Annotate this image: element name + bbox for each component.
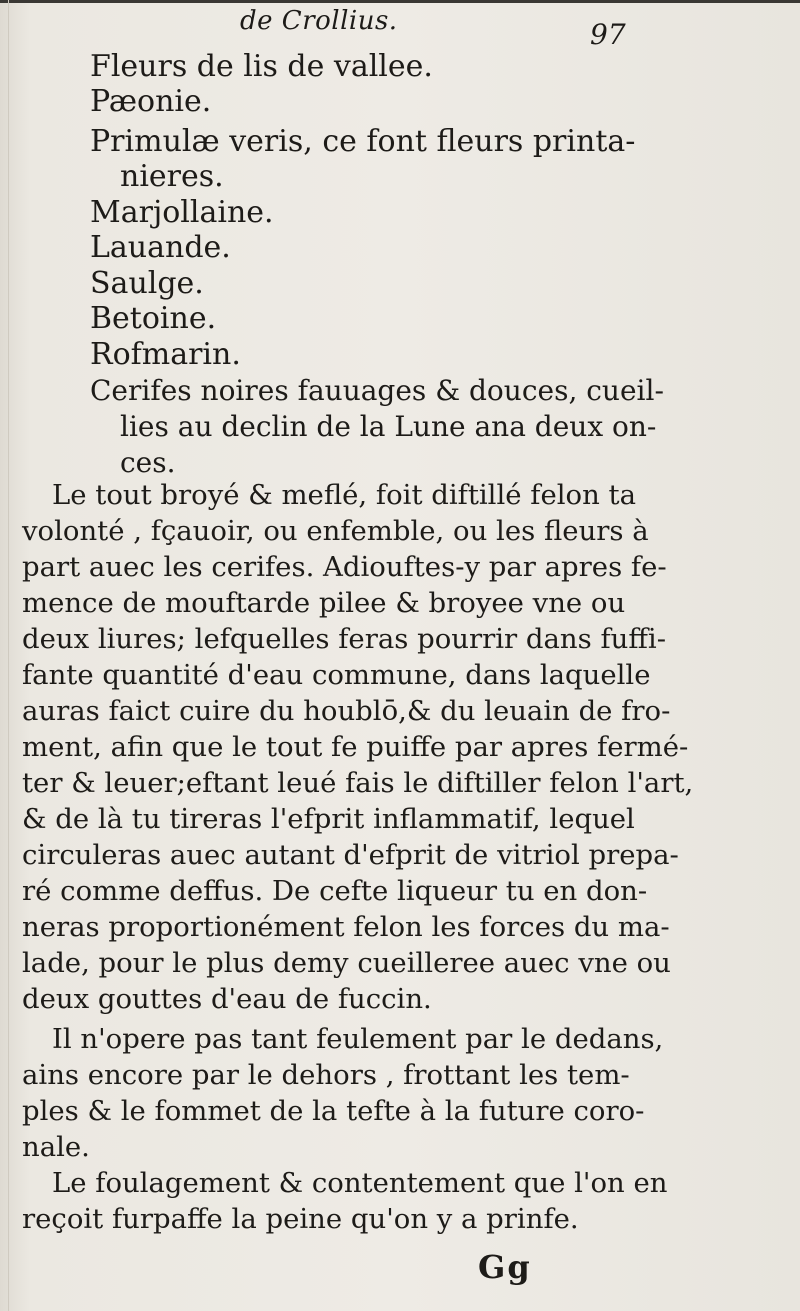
paragraph-line: volonté , fçauoir, ou enfemble, ou les fleurs à (22, 515, 649, 547)
list-item: lies au declin de la Lune ana deux on- (120, 410, 657, 443)
list-item: Pæonie. (90, 84, 212, 119)
page-number: 97 (590, 18, 626, 51)
paragraph-line: fante quantité d'eau commune, dans laquelle (22, 659, 651, 691)
list-item: Saulge. (90, 266, 204, 301)
paragraph-line: deux liures; lefquelles feras pourrir dans fuffi- (22, 623, 667, 655)
list-item: ces. (120, 446, 176, 479)
page-gutter-line (8, 0, 9, 1311)
paragraph-line: Il n'opere pas tant feulement par le dedans, (52, 1023, 664, 1055)
paragraph-line: Le foulagement & contentement que l'on en (52, 1167, 668, 1199)
paragraph-line: lade, pour le plus demy cueilleree auec vne ou (22, 947, 671, 979)
running-head: de Crollius. (240, 6, 398, 36)
paragraph-line: reçoit furpaffe la peine qu'on y a prinfe. (22, 1203, 579, 1235)
paragraph-line: ment, afin que le tout fe puiffe par apres fermé- (22, 731, 689, 763)
paragraph-line: circuleras auec autant d'efprit de vitriol prepa- (22, 839, 679, 871)
signature-mark: Gg (478, 1248, 532, 1286)
list-item: nieres. (120, 159, 224, 194)
paragraph-line: ter & leuer;eftant leué fais le diftiller felon l'art, (22, 767, 694, 799)
list-item: Marjollaine. (90, 195, 274, 230)
list-item: Primulæ veris, ce font fleurs printa- (90, 124, 636, 159)
list-item: Lauande. (90, 230, 231, 265)
list-item: Betoine. (90, 301, 217, 336)
top-border (0, 0, 800, 3)
paragraph-line: ré comme deffus. De cefte liqueur tu en don- (22, 875, 648, 907)
paragraph-line: part auec les cerifes. Adiouftes-y par apres fe- (22, 551, 667, 583)
paragraph-line: nale. (22, 1131, 90, 1163)
paragraph-line: deux gouttes d'eau de fuccin. (22, 983, 432, 1015)
list-item: Fleurs de lis de vallee. (90, 49, 433, 84)
list-item: Cerifes noires fauuages & douces, cueil- (90, 374, 664, 407)
paragraph-line: & de là tu tireras l'efprit inflammatif, lequel (22, 803, 635, 835)
paragraph-line: ples & le fommet de la tefte à la future coro- (22, 1095, 645, 1127)
paragraph-line: Le tout broyé & meflé, foit diftillé felon ta (52, 479, 636, 511)
paragraph-line: neras proportionément felon les forces du ma- (22, 911, 670, 943)
paragraph-line: auras faict cuire du houblō,& du leuain de fro- (22, 695, 671, 727)
list-item: Rofmarin. (90, 337, 241, 372)
paragraph-line: ains encore par le dehors , frottant les tem- (22, 1059, 630, 1091)
paragraph-line: mence de mouftarde pilee & broyee vne ou (22, 587, 626, 619)
